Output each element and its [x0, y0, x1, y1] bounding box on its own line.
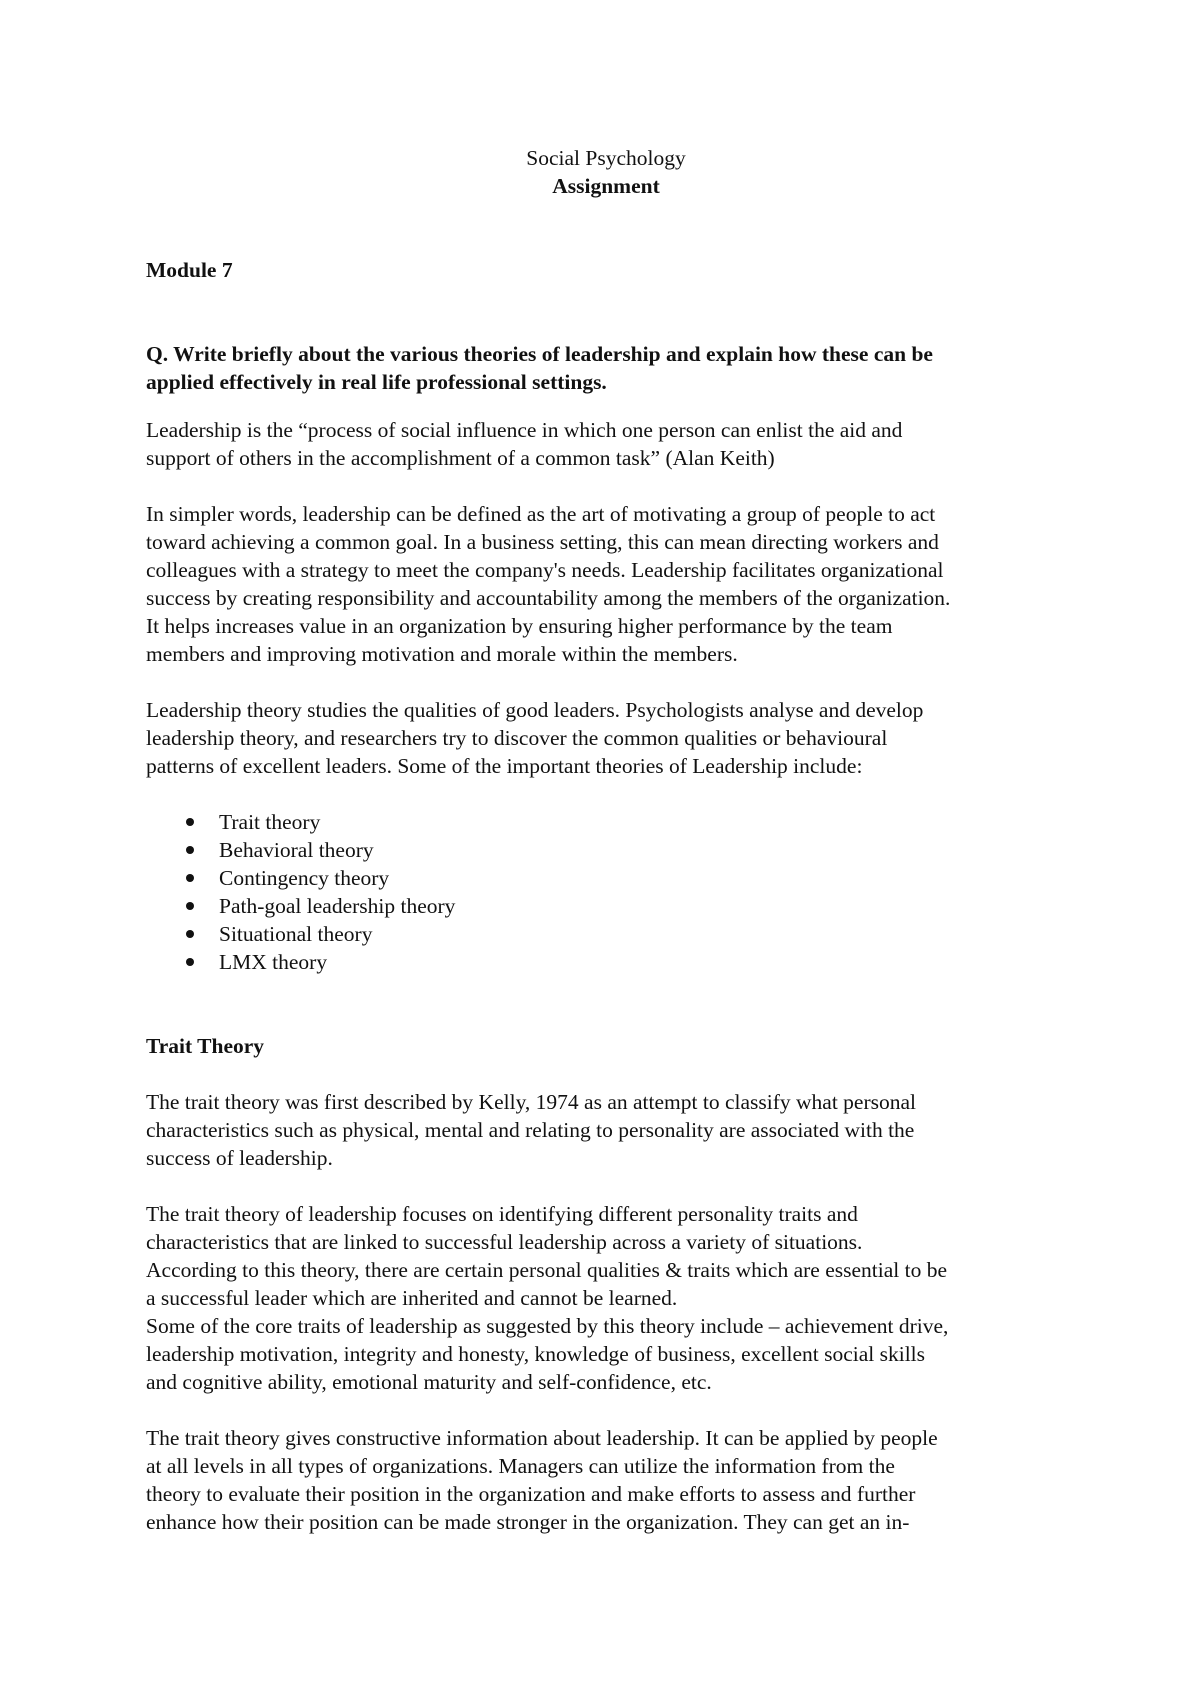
simpler-paragraph: [146, 500, 1066, 668]
text-line: leadership motivation, integrity and honesty, knowledge of business, excellent social skills: [146, 1342, 926, 1366]
list-item: Situational theory: [146, 920, 1066, 948]
text-line: The trait theory was first described by Kelly, 1974 as an attempt to classify what personal: [146, 1090, 917, 1114]
assignment-label: Assignment: [552, 174, 660, 198]
text-line: success by creating responsibility and accountability among the members of the organization.: [146, 586, 951, 610]
text-line: characteristics such as physical, mental and relating to personality are associated with the: [146, 1118, 915, 1142]
trait-paragraph-3: [146, 1424, 1066, 1536]
course-title: Social Psychology: [526, 146, 686, 170]
text-line: In simpler words, leadership can be defined as the art of motivating a group of people to act: [146, 502, 936, 526]
text-line: leadership theory, and researchers try to discover the common qualities or behavioural: [146, 726, 888, 750]
text-line: success of leadership.: [146, 1146, 333, 1170]
text-line: a successful leader which are inherited and cannot be learned.: [146, 1286, 678, 1310]
text-line: support of others in the accomplishment of a common task” (Alan Keith): [146, 446, 775, 470]
list-item: Trait theory: [146, 808, 1066, 836]
text-line: patterns of excellent leaders. Some of the important theories of Leadership include:: [146, 754, 863, 778]
text-line: theory to evaluate their position in the organization and make efforts to assess and further: [146, 1482, 916, 1506]
list-item: Path-goal leadership theory: [146, 892, 1066, 920]
text-line: Leadership is the “process of social influence in which one person can enlist the aid and: [146, 418, 903, 442]
bullet-icon: [186, 902, 194, 910]
text-line: Leadership theory studies the qualities of good leaders. Psychologists analyse and develop: [146, 698, 924, 722]
bullet-icon: [186, 930, 194, 938]
question-line: applied effectively in real life professional settings.: [146, 370, 607, 394]
module-heading: Module 7: [146, 258, 233, 282]
text-line: The trait theory of leadership focuses on identifying different personality traits and: [146, 1202, 858, 1226]
text-line: Some of the core traits of leadership as suggested by this theory include – achievement drive,: [146, 1314, 949, 1338]
trait-paragraph-2: [146, 1200, 1066, 1396]
bullet-icon: [186, 874, 194, 882]
text-line: and cognitive ability, emotional maturity and self-confidence, etc.: [146, 1370, 712, 1394]
text-line: at all levels in all types of organizations. Managers can utilize the information from the: [146, 1454, 895, 1478]
document-body: [146, 144, 1066, 1536]
bullet-icon: [186, 958, 194, 966]
text-line: members and improving motivation and morale within the members.: [146, 642, 738, 666]
trait-paragraph-1: [146, 1088, 1066, 1172]
text-line: enhance how their position can be made stronger in the organization. They can get an in-: [146, 1510, 910, 1534]
list-item: LMX theory: [146, 948, 1066, 976]
question-text: [146, 340, 1066, 396]
text-line: According to this theory, there are certain personal qualities & traits which are essential to be: [146, 1258, 947, 1282]
list-item: Behavioral theory: [146, 836, 1066, 864]
text-line: characteristics that are linked to successful leadership across a variety of situations.: [146, 1230, 863, 1254]
list-item: Contingency theory: [146, 864, 1066, 892]
question-line: Q. Write briefly about the various theories of leadership and explain how these can be: [146, 342, 933, 366]
text-line: colleagues with a strategy to meet the company's needs. Leadership facilitates organizational: [146, 558, 944, 582]
theories-list: [146, 808, 1066, 976]
section-heading-trait-theory: Trait Theory: [146, 1034, 265, 1058]
theory-intro-paragraph: [146, 696, 1066, 780]
text-line: It helps increases value in an organization by ensuring higher performance by the team: [146, 614, 893, 638]
bullet-icon: [186, 818, 194, 826]
text-line: The trait theory gives constructive information about leadership. It can be applied by people: [146, 1426, 938, 1450]
text-line: toward achieving a common goal. In a business setting, this can mean directing workers and: [146, 530, 939, 554]
bullet-icon: [186, 846, 194, 854]
definition-paragraph: [146, 416, 1066, 472]
